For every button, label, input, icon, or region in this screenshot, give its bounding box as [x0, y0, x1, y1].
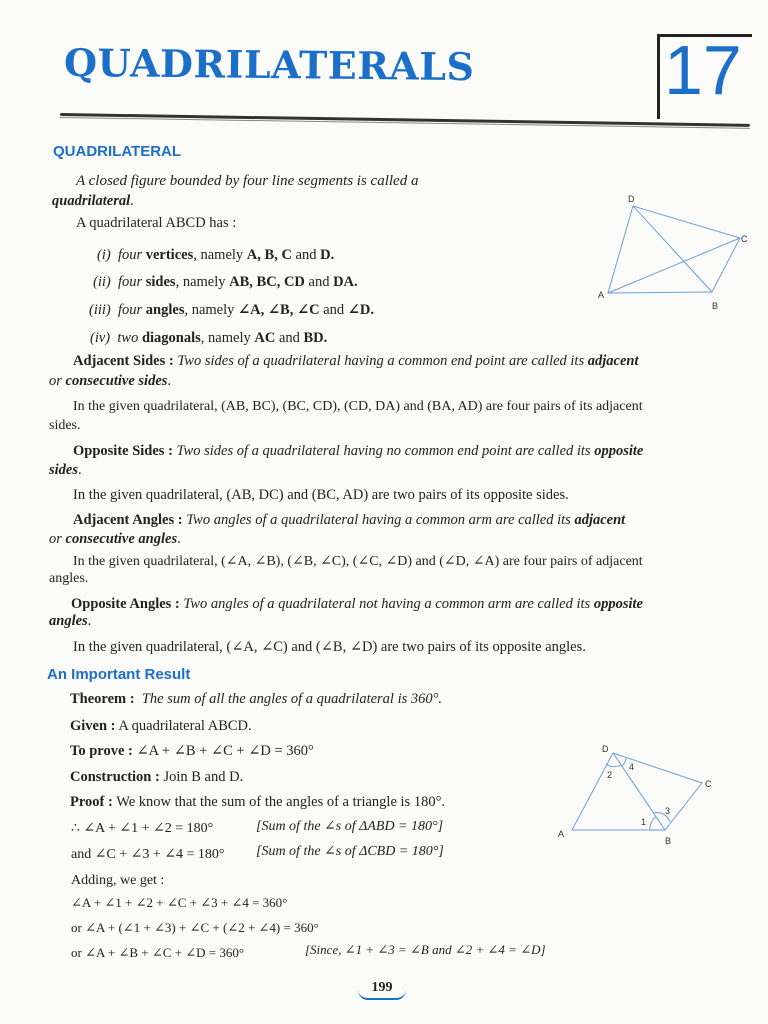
- list-item: (ii) four sides, namely AB, BC, CD and DA.: [93, 274, 358, 290]
- adjacent-angles-def: Adjacent Angles : Two angles of a quadrilateral having a common arm are called its adjacent: [73, 512, 626, 528]
- proof-step: ∴ ∠A + ∠1 + ∠2 = 180°: [71, 821, 214, 836]
- opposite-angles-example: In the given quadrilateral, (∠A, ∠C) and (∠B, ∠D) are two pairs of its opposite angles.: [73, 639, 586, 655]
- adjacent-angles-def-line2: or consecutive angles.: [49, 531, 181, 547]
- vertex-label-b: B: [665, 836, 672, 846]
- quadrilateral-figure: [590, 190, 760, 315]
- proof-step: and ∠C + ∠3 + ∠4 = 180°: [71, 847, 225, 862]
- angle-label-2: 2: [607, 770, 613, 780]
- definition-term: quadrilateral: [52, 193, 131, 209]
- opposite-sides-example: In the given quadrilateral, (AB, DC) and (BC, AD) are two pairs of its opposite sides.: [73, 487, 569, 503]
- section-heading-important-result: An Important Result: [47, 666, 191, 683]
- page-number: 199: [358, 980, 406, 1000]
- given-line: Given : A quadrilateral ABCD.: [70, 718, 252, 734]
- definition-term-line: quadrilateral.: [52, 193, 134, 209]
- definition-line: A closed figure bounded by four line segments is called a: [76, 173, 419, 189]
- proof-step-reason: [Sum of the ∠s of ΔABD = 180°]: [256, 819, 444, 834]
- list-item: (iv) two diagonals, namely AC and BD.: [90, 330, 328, 346]
- adjacent-sides-def: Adjacent Sides : Two sides of a quadrilateral having a common end point are called its adjacent: [73, 353, 639, 369]
- vertex-label-d: D: [602, 744, 609, 754]
- opposite-angles-def: Opposite Angles : Two angles of a quadrilateral not having a common arm are called its opposite: [71, 596, 643, 612]
- adjacent-angles-example-line2: angles.: [49, 571, 89, 586]
- angle-label-1: 1: [641, 817, 647, 827]
- vertex-label-d: D: [628, 194, 635, 204]
- adjacent-sides-example: In the given quadrilateral, (AB, BC), (BC, CD), (CD, DA) and (BA, AD) are four pairs of its adjacent: [73, 399, 643, 414]
- adding-line: Adding, we get :: [71, 873, 165, 888]
- opposite-sides-def-line2: sides.: [49, 462, 82, 478]
- chapter-number: 17: [664, 31, 742, 109]
- sum-line-2: or ∠A + (∠1 + ∠3) + ∠C + (∠2 + ∠4) = 360°: [71, 920, 319, 935]
- vertex-label-b: B: [712, 301, 719, 311]
- list-item: (iii) four angles, namely ∠A, ∠B, ∠C and ∠D.: [89, 302, 375, 318]
- adjacent-sides-example-line2: sides.: [49, 418, 81, 433]
- intro-line: A quadrilateral ABCD has :: [76, 215, 237, 231]
- opposite-angles-def-line2: angles.: [49, 613, 92, 629]
- proof-line: Proof : We know that the sum of the angles of a triangle is 180°.: [70, 794, 445, 810]
- to-prove-line: To prove : ∠A + ∠B + ∠C + ∠D = 360°: [70, 743, 314, 759]
- sum-line-3: or ∠A + ∠B + ∠C + ∠D = 360°: [71, 945, 245, 960]
- angle-label-3: 3: [665, 806, 671, 816]
- quadrilateral-proof-figure: [550, 738, 720, 853]
- vertex-label-a: A: [558, 829, 565, 839]
- construction-line: Construction : Join B and D.: [70, 769, 244, 785]
- sum-line-3-reason: [Since, ∠1 + ∠3 = ∠B and ∠2 + ∠4 = ∠D]: [305, 942, 546, 957]
- vertex-label-a: A: [598, 290, 605, 300]
- vertex-label-c: C: [705, 779, 712, 789]
- theorem-line: Theorem : The sum of all the angles of a quadrilateral is 360°.: [70, 691, 443, 707]
- adjacent-sides-def-line2: or consecutive sides.: [49, 373, 172, 389]
- header-rule: [60, 113, 750, 127]
- proof-step-reason: [Sum of the ∠s of ΔCBD = 180°]: [256, 844, 444, 859]
- list-item: (i) four vertices, namely A, B, C and D.: [97, 247, 335, 263]
- page-title: QUADRILATERALS: [63, 39, 475, 90]
- adjacent-angles-example: In the given quadrilateral, (∠A, ∠B), (∠B, ∠C), (∠C, ∠D) and (∠D, ∠A) are four pairs of adjacent: [73, 554, 643, 569]
- sum-line-1: ∠A + ∠1 + ∠2 + ∠C + ∠3 + ∠4 = 360°: [71, 895, 288, 910]
- section-heading-quadrilateral: QUADRILATERAL: [53, 143, 182, 160]
- angle-label-4: 4: [629, 762, 635, 772]
- vertex-label-c: C: [741, 234, 748, 244]
- opposite-sides-def: Opposite Sides : Two sides of a quadrilateral having no common end point are called its opposite: [73, 443, 644, 459]
